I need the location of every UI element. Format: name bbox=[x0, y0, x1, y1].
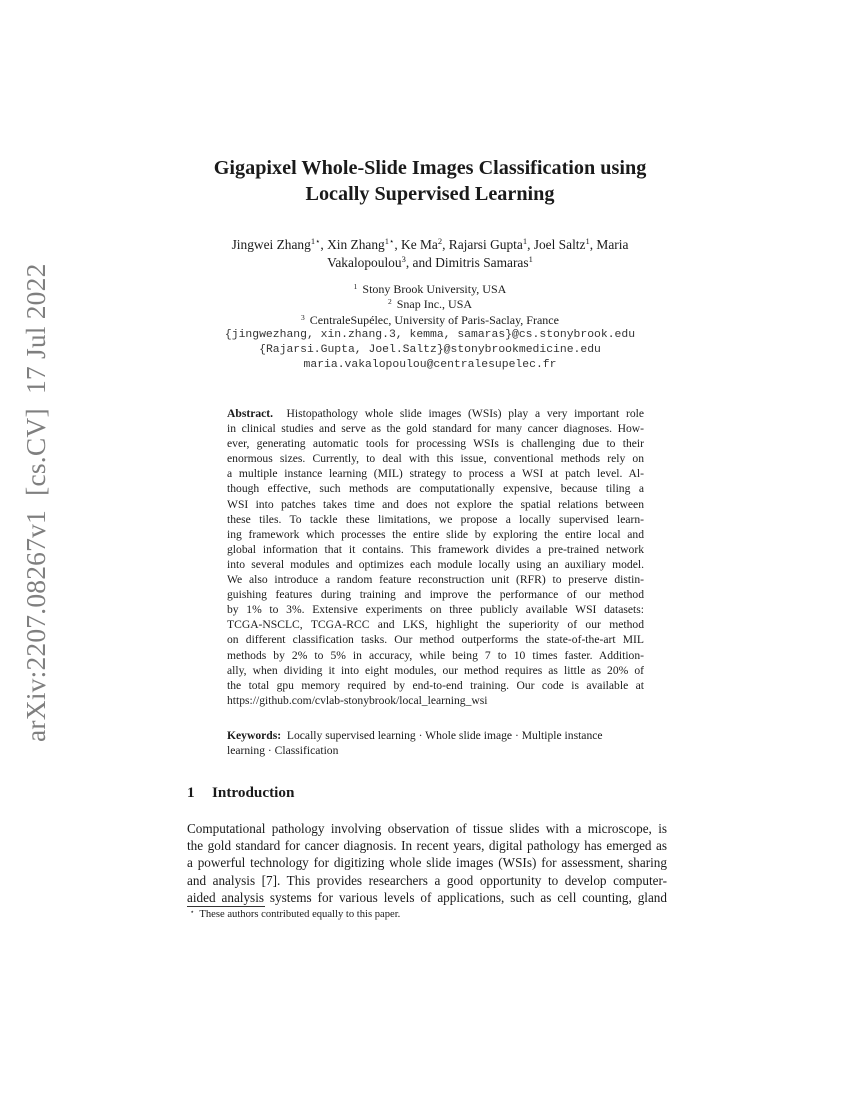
author-separator: , bbox=[320, 237, 328, 252]
author-separator: , bbox=[394, 237, 402, 252]
abstract-line: We also introduce a random feature reconstruction unit (RFR) to preserve distin- bbox=[227, 573, 644, 587]
author-name: Ke Ma bbox=[401, 237, 438, 252]
email-line: maria.vakalopoulou@centralesupelec.fr bbox=[303, 359, 557, 372]
abstract-line: guishing features during training and improve the performance of our method bbox=[227, 588, 644, 602]
author-list bbox=[180, 236, 680, 272]
abstract-line: ever, generating automatic tools for processing WSIs is challenging due to their bbox=[227, 437, 644, 451]
footnote-text: These authors contributed equally to this paper. bbox=[199, 909, 401, 920]
abstract-line: by 1% to 3%. Extensive experiments on three publicly available WSI datasets: bbox=[227, 603, 644, 617]
footnote-mark: ⋆ bbox=[190, 908, 195, 916]
keywords-label: Keywords: bbox=[227, 729, 282, 742]
abstract-line: methods by 2% to 5% in accuracy, while being 7 to 10 times faster. Addition- bbox=[227, 648, 644, 662]
abstract-line: these tiles. To tackle these limitations, we propose a locally supervised learn- bbox=[227, 512, 644, 526]
abstract-line: ing framework which processes the entire slide by exploring the entire local and bbox=[227, 527, 644, 541]
author-separator: , bbox=[442, 237, 449, 252]
abstract-line: Abstract. Histopathology whole slide images (WSIs) play a very important role bbox=[227, 407, 645, 420]
intro-line: the gold standard for cancer diagnosis. In recent years, digital pathology has emerged as bbox=[187, 838, 667, 854]
section-heading-introduction bbox=[187, 784, 294, 802]
intro-line: and analysis [7]. This provides researchers a good opportunity to develop computer- bbox=[187, 872, 667, 888]
keywords-line: learning · Classification bbox=[227, 744, 339, 758]
author-affiliation-mark: 1 bbox=[528, 254, 533, 264]
paper-title bbox=[180, 155, 680, 207]
affiliation-number: 3 bbox=[301, 312, 305, 322]
author-name: Dimitris Samaras bbox=[435, 255, 529, 270]
intro-line: Computational pathology involving observation of tissue slides with a microscope, is bbox=[187, 821, 667, 836]
author-line bbox=[180, 236, 680, 254]
affiliation bbox=[180, 282, 680, 297]
intro-line: aided analysis systems for various levels of applications, such as cell counting, gland bbox=[187, 889, 667, 905]
abstract-line: the total gpu memory required by end-to-end training. Our code is available at bbox=[227, 678, 644, 692]
affiliation bbox=[180, 313, 680, 328]
affiliation bbox=[180, 297, 680, 312]
affiliation-name: CentraleSupélec, University of Paris-Saclay, France bbox=[309, 312, 559, 327]
affiliation-number: 1 bbox=[353, 282, 358, 291]
author-separator: , and bbox=[405, 255, 436, 270]
author-name: Vakalopoulou bbox=[327, 255, 402, 270]
author-separator: , Maria bbox=[589, 237, 629, 252]
email-line: {jingwezhang, xin.zhang.3, kemma, samaras}@cs.stonybrook.edu bbox=[224, 328, 636, 341]
abstract-line: on different classification tasks. Our method outperforms the state-of-the-art MIL bbox=[227, 633, 644, 647]
abstract-line: TCGA-NSCLC, TCGA-RCC and LKS, highlight the superiority of our method bbox=[227, 618, 644, 632]
title-line: Gigapixel Whole-Slide Images Classification using bbox=[213, 157, 647, 179]
abstract-line: though effective, such methods are computationally expensive, because tiling a bbox=[227, 482, 644, 496]
abstract bbox=[227, 406, 644, 708]
code-url-link[interactable]: https://github.com/cvlab-stonybrook/local_learning_wsi bbox=[227, 693, 488, 707]
author-affiliation-mark: 1 bbox=[522, 236, 528, 246]
section-title: Introduction bbox=[212, 784, 295, 801]
author-affiliation-mark: 1⋆ bbox=[310, 236, 321, 246]
section-number: 1 bbox=[187, 784, 195, 801]
introduction-body bbox=[187, 820, 667, 906]
author-line bbox=[180, 254, 680, 272]
abstract-label: Abstract. bbox=[227, 407, 274, 420]
abstract-line: WSI into patches takes time and does not explore the spatial relations between bbox=[227, 497, 644, 511]
footnote bbox=[190, 909, 400, 920]
keywords bbox=[227, 728, 644, 758]
affiliations bbox=[180, 282, 680, 374]
abstract-line: a multiple instance learning (MIL) strategy to process a WSI at patch level. Al- bbox=[227, 467, 644, 481]
intro-line: a powerful technology for digitizing whole slide images (WSIs) for assessment, sharing bbox=[187, 855, 667, 871]
author-affiliation-mark: 3 bbox=[401, 254, 406, 264]
abstract-line: into several modules and optimizes each module locally using an auxiliary model. bbox=[227, 557, 644, 571]
abstract-line: global information that it contains. This framework divides a pre-trained network bbox=[227, 542, 644, 556]
affiliation-name: Snap Inc., USA bbox=[396, 297, 473, 312]
title-line: Locally Supervised Learning bbox=[305, 183, 555, 205]
author-name: Xin Zhang bbox=[327, 237, 385, 252]
author-affiliation-mark: 1 bbox=[585, 236, 590, 246]
keywords-line: Keywords: Locally supervised learning · Whole slide image · Multiple instance bbox=[227, 729, 603, 742]
footnote-divider bbox=[187, 906, 265, 907]
arxiv-identifier-stamp: arXiv:2207.08267v1 [cs.CV] 17 Jul 2022 bbox=[20, 263, 51, 742]
author-name: Rajarsi Gupta bbox=[448, 237, 523, 252]
abstract-line: enormous sizes. Currently, to deal with this issue, conventional methods rely on bbox=[227, 452, 644, 466]
author-name: Jingwei Zhang bbox=[231, 237, 311, 252]
affiliation-number: 2 bbox=[387, 297, 392, 307]
author-affiliation-mark: 2 bbox=[437, 236, 443, 246]
author-affiliation-mark: 1⋆ bbox=[384, 236, 395, 246]
email-line: {Rajarsi.Gupta, Joel.Saltz}@stonybrookmedicine.edu bbox=[259, 344, 601, 357]
abstract-line: ally, when dividing it into eight modules, our method requires as little as 20% of bbox=[227, 663, 644, 677]
author-separator: , bbox=[527, 237, 534, 252]
author-name: Joel Saltz bbox=[533, 237, 586, 252]
affiliation-name: Stony Brook University, USA bbox=[362, 282, 507, 296]
abstract-line: in clinical studies and serve as the gold standard for many cancer diagnoses. How- bbox=[227, 422, 644, 436]
